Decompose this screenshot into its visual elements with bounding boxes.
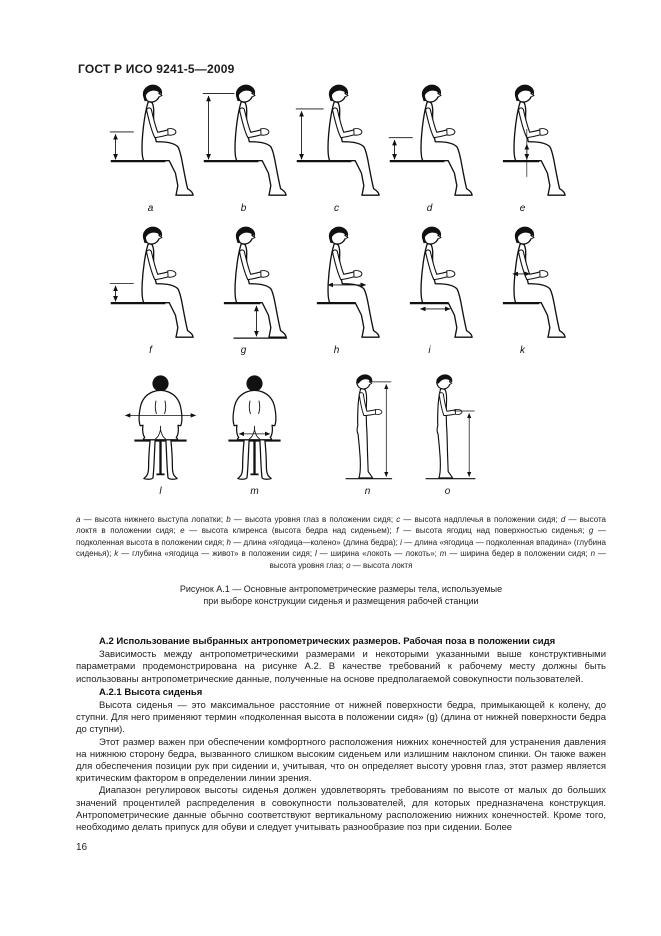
- figure-cell-b: [199, 84, 289, 214]
- figure-l-drawing: [120, 374, 201, 482]
- figure-k-drawing: [478, 226, 568, 341]
- figure-caption-line2: при выборе конструкции сиденья и размещения рабочей станции: [203, 596, 479, 606]
- figure-b-drawing: [199, 84, 289, 199]
- figure-label: i: [428, 345, 431, 356]
- figure-n-drawing: [338, 374, 398, 482]
- figure-label: g: [240, 345, 247, 356]
- figure-cell-c: [292, 84, 382, 214]
- figure-cell-l: [116, 374, 206, 497]
- row-spacer: [304, 487, 326, 497]
- figure-cell-e: [478, 84, 568, 214]
- figure-row-3: [0, 374, 631, 497]
- figure-cell-m: [210, 374, 300, 497]
- figure-m-drawing: [214, 374, 295, 482]
- figure-cell-h: [292, 226, 382, 356]
- figure-label: a: [147, 203, 154, 214]
- figure-d-drawing: [385, 84, 475, 199]
- paragraph-4: Диапазон регулировок высоты сиденья должен удовлетворять требованиям по высоте от малых до больших значений процентилей распределения в совокупности пользователей, для которых предназначена конструкция. Антропометрические данные обычно соответствуют вертикальному расположению нижних конечностей. Кроме того, необходимо делать припуск для обуви и следует учитывать разнообразие поз при сидении. Более: [76, 785, 606, 834]
- figure-label: e: [519, 203, 526, 214]
- figure-cell-i: [385, 226, 475, 356]
- figure-label: b: [240, 203, 247, 214]
- figure-label: l: [159, 486, 162, 497]
- figure-caption-line1: Рисунок А.1 — Основные антропометрические размеры тела, используемые: [179, 584, 503, 594]
- figure-label: n: [364, 486, 371, 497]
- figure-cell-o: [410, 374, 486, 497]
- figure-label: k: [520, 345, 525, 356]
- figure-caption: [76, 583, 606, 607]
- section-content: [76, 635, 606, 834]
- paragraph-1: Зависимость между антропометрическими размерами и некоторыми указанными выше конструктивными параметрами продемонстрирована на рисунке А.2. В качестве требований к рабочему месту должны быть использованы антропометрические данные, полученные на основе предполагаемой совокупности пользователей.: [76, 649, 606, 685]
- paragraph-2: Высота сиденья — это максимальное расстояние от нижней поверхности бедра, примыкающей к колену, до ступни. Для него применяют термин «подколенная высота в положении сидя» (g) (длина от нижней поверхности бедра до ступни).: [76, 700, 606, 736]
- page-number: 16: [76, 842, 88, 853]
- figure-o-drawing: [418, 374, 478, 482]
- figure-label: f: [149, 345, 152, 356]
- section-heading-a21: А.2.1 Высота сиденья: [99, 686, 203, 698]
- figure-a-drawing: [106, 84, 196, 199]
- figure-label: d: [426, 203, 433, 214]
- figure-row-2: [6, 226, 661, 356]
- figure-f-drawing: [106, 226, 196, 341]
- figure-i-drawing: [385, 226, 475, 341]
- figure-g-drawing: [199, 226, 289, 341]
- figure-cell-k: [478, 226, 568, 356]
- figure-row-1: [6, 84, 661, 214]
- paragraph-3: Этот размер важен при обеспечении комфортного расположения нижних конечностей для устранения давления на нижнюю сторону бедра, вызванного слишком высоким сиденьем или излишним наклоном спинки. Он также важен для обеспечения позиции рук при сидении и, учитывая, что он определяет высоту уровня глаз, этот размер является критическим фактором в определении линии зрения.: [76, 736, 606, 785]
- figure-label: o: [444, 486, 451, 497]
- figure-label: h: [333, 345, 340, 356]
- figure-cell-f: [106, 226, 196, 356]
- figure-cell-g: [199, 226, 289, 356]
- figure-label: c: [334, 203, 339, 214]
- figure-cell-a: [106, 84, 196, 214]
- figure-c-drawing: [292, 84, 382, 199]
- figure-label: m: [250, 486, 259, 497]
- section-heading-a2: А.2 Использование выбранных антропометрических размеров. Рабочая поза в положении сидя: [99, 636, 556, 647]
- figure-h-drawing: [292, 226, 382, 341]
- figure-legend: a — высота нижнего выступа лопатки; b — высота уровня глаз в положении сидя; c — высота надплечья в положении сидя; d — высота локтя в положении сидя; e — высота клиренса (высота бедра над сиденьем); f — высота ягодиц над поверхностью сиденья; g — подколенная высота в положении сидя; h — длина «ягодица—колено» (длина бедра); i — длина «ягодица — подколенная впадина» (глубина сиденья); k — глубина «ягодица — живот» в положении сидя; l — ширина «локоть — локоть»; m — ширина бедер в положении сидя; n — высота уровня глаз; o — высота локтя: [76, 515, 607, 570]
- figure-cell-d: [385, 84, 475, 214]
- figure-e-drawing: [478, 84, 568, 199]
- figure-cell-n: [330, 374, 406, 497]
- page-header: ГОСТ Р ИСО 9241-5—2009: [78, 62, 235, 76]
